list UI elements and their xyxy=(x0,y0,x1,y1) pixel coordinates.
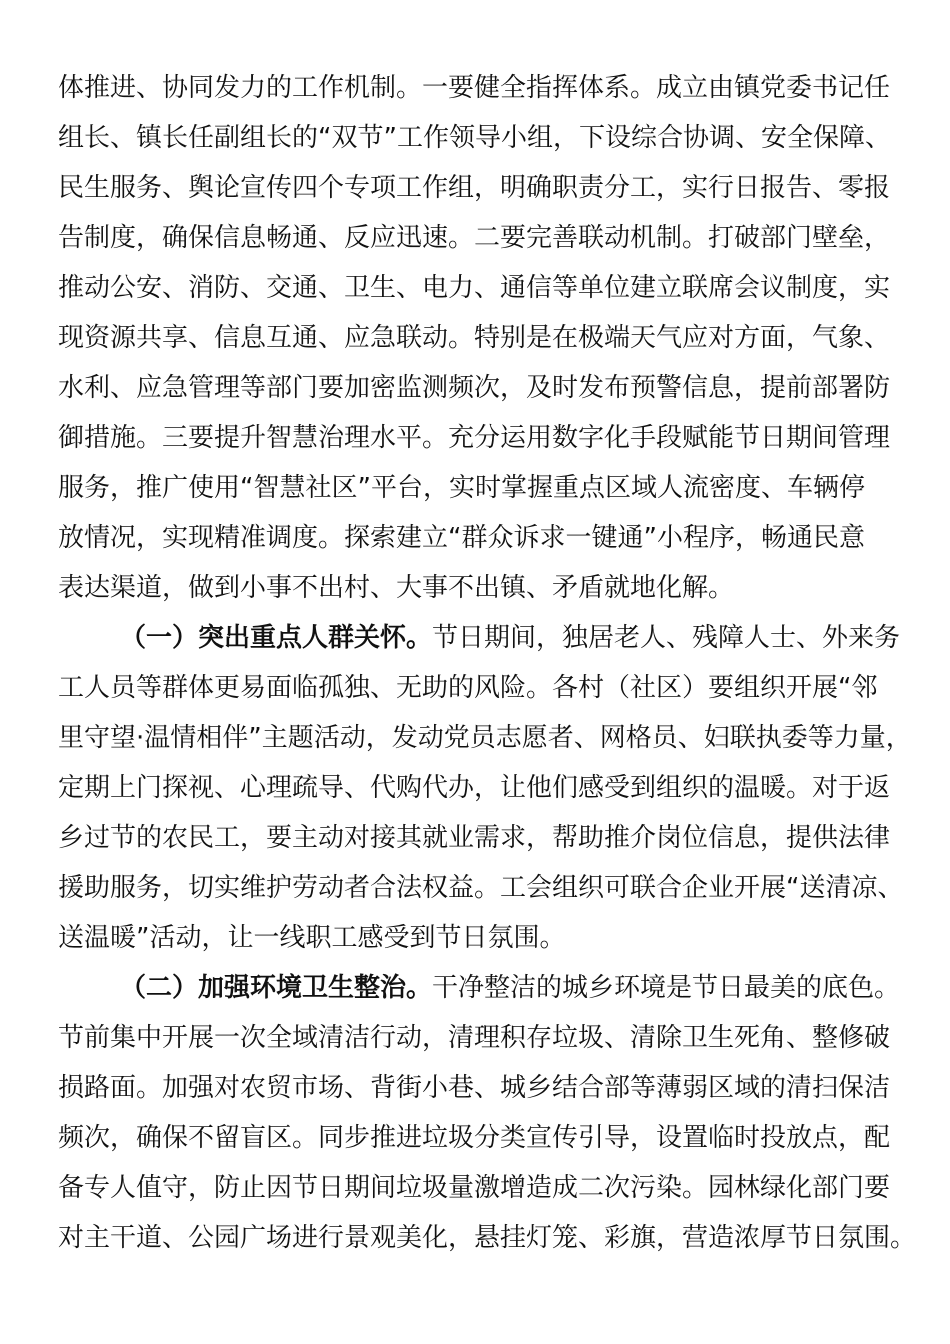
paragraph-line: 工人员等群体更易面临孤独、无助的风险。各村（社区）要组织开展“邻 xyxy=(58,673,878,703)
paragraph-line: 定期上门探视、心理疏导、代购代办，让他们感受到组织的温暖。对于返 xyxy=(58,773,891,803)
paragraph-line: 备专人值守，防止因节日期间垃圾量激增造成二次污染。园林绿化部门要 xyxy=(58,1173,891,1203)
paragraph-line: 服务，推广使用“智慧社区”平台，实时掌握重点区域人流密度、车辆停 xyxy=(58,473,865,503)
paragraph-line: 表达渠道，做到小事不出村、大事不出镇、矛盾就地化解。 xyxy=(58,573,735,603)
section-2-heading: （二）加强环境卫生整治。 xyxy=(120,973,433,1003)
section-2-first-line-text: 干净整洁的城乡环境是节日最美的底色。 xyxy=(432,973,901,1003)
section-1-first-line xyxy=(120,621,901,655)
paragraph-line: 里守望·温情相伴”主题活动，发动党员志愿者、网格员、妇联执委等力量， xyxy=(58,723,912,753)
paragraph-line: 水利、应急管理等部门要加密监测频次，及时发布预警信息，提前部署防 xyxy=(58,373,891,403)
section-1-first-line-text: 节日期间，独居老人、残障人士、外来务 xyxy=(432,623,901,653)
section-1-heading: （一）突出重点人群关怀。 xyxy=(120,623,433,653)
paragraph-line: 体推进、协同发力的工作机制。一要健全指挥体系。成立由镇党委书记任 xyxy=(58,73,891,103)
paragraph-line: 损路面。加强对农贸市场、背街小巷、城乡结合部等薄弱区域的清扫保洁 xyxy=(58,1073,891,1103)
section-2-first-line xyxy=(120,971,901,1005)
paragraph-line: 援助服务，切实维护劳动者合法权益。工会组织可联合企业开展“送清凉、 xyxy=(58,873,904,903)
paragraph-line: 节前集中开展一次全域清洁行动，清理积存垃圾、清除卫生死角、整修破 xyxy=(58,1023,891,1053)
paragraph-line: 现资源共享、信息互通、应急联动。特别是在极端天气应对方面，气象、 xyxy=(58,323,891,353)
paragraph-line: 推动公安、消防、交通、卫生、电力、通信等单位建立联席会议制度，实 xyxy=(58,273,891,303)
paragraph-line: 告制度，确保信息畅通、反应迅速。二要完善联动机制。打破部门壁垒， xyxy=(58,223,891,253)
paragraph-line: 乡过节的农民工，要主动对接其就业需求，帮助推介岗位信息，提供法律 xyxy=(58,823,891,853)
paragraph-line: 组长、镇长任副组长的“双节”工作领导小组，下设综合协调、安全保障、 xyxy=(58,123,891,153)
paragraph-line: 对主干道、公园广场进行景观美化，悬挂灯笼、彩旗，营造浓厚节日氛围。 xyxy=(58,1223,917,1253)
paragraph-line: 频次，确保不留盲区。同步推进垃圾分类宣传引导，设置临时投放点，配 xyxy=(58,1123,891,1153)
paragraph-line: 民生服务、舆论宣传四个专项工作组，明确职责分工，实行日报告、零报 xyxy=(58,173,891,203)
paragraph-line: 御措施。三要提升智慧治理水平。充分运用数字化手段赋能节日期间管理 xyxy=(58,423,891,453)
paragraph-line: 送温暖”活动，让一线职工感受到节日氛围。 xyxy=(58,923,566,953)
paragraph-line: 放情况，实现精准调度。探索建立“群众诉求一键通”小程序，畅通民意 xyxy=(58,523,865,553)
